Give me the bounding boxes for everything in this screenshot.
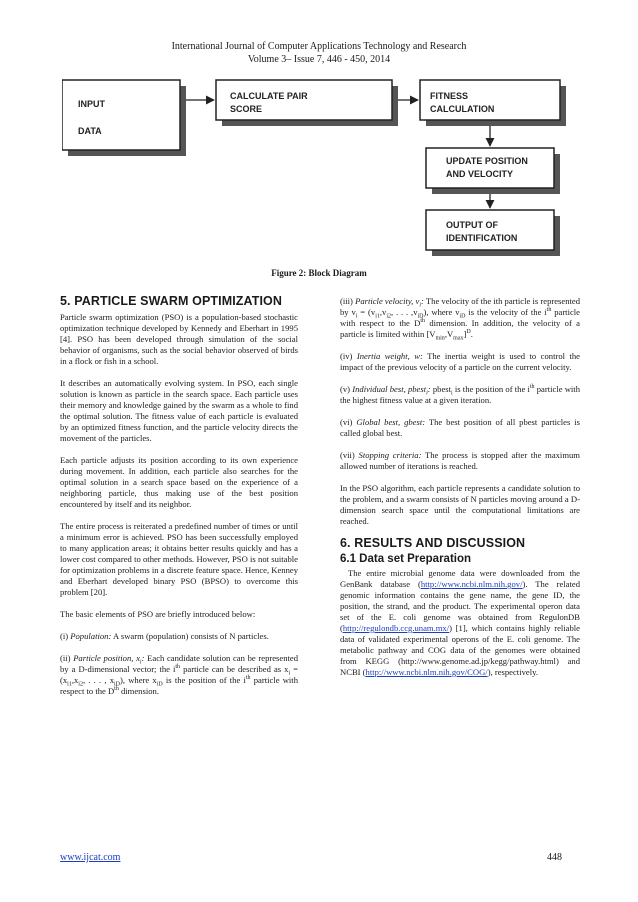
figure-caption: Figure 2: Block Diagram xyxy=(271,268,367,278)
update-box-line1: UPDATE POSITION xyxy=(446,156,528,166)
element-i-term: Population: xyxy=(70,631,112,641)
update-position-box xyxy=(426,148,560,194)
element-particle-velocity: (iii) Particle velocity, $v_i$: The velocity of the ith particle is represented by $v_i = (v_{i1},v_{i2}$, . . . $,v_{iD}$), where $v_{iD}$ is the velocity of the $i^{th}$ particle with respect to the Dth dimension. In addition, the velocity of a particle is limited within $[V_{min},V_{max}]^D$. xyxy=(340,296,581,342)
page-number: 448 xyxy=(547,852,562,863)
element-ii-term: Particle position, $x_i$: xyxy=(73,653,145,666)
block-diagram xyxy=(62,78,568,260)
pso-paragraph-5: The basic elements of PSO are briefly introduced below: xyxy=(60,609,256,619)
fitness-calculation-box xyxy=(420,80,566,126)
output-identification-box xyxy=(426,210,560,256)
element-i-text: A swarm (population) consists of N particles. xyxy=(111,631,269,641)
data-set-paragraph: The entire microbial genome data were downloaded from the GenBank database (http://www.ncbi.nlm.nih.gov/). The related genomic information contains the gene name, the gene ID, the position, the strand, and the product. The experimental operon data set of the E. coli genome was obtained from RegulonDB (http://regulondb.ccg.unam.mx/) [1], which contains highly reliable data of validated experimental operons of the E. coli genome. The metabolic pathway and COG data of the genomes were obtained from KEGG (http://www.genome.ad.jp/kegg/pathway.html) and NCBI (http://www.ncbi.nlm.nih.gov/COG/), respectively. xyxy=(340,568,580,677)
element-ii-label: (ii) xyxy=(60,653,74,663)
right-column xyxy=(340,296,580,678)
pso-paragraph-4: The entire process is reiterated a predefined number of times or until a minimum error is achieved. PSO has been successfully employed to many application areas; it obtains better results quickly and has a lower cost compared to other methods. However, PSO is not suitable for optimization problems in a discrete feature space. Hence, Kenney and Eberhart developed binary PSO (BPSO) to overcome this problem [20]. xyxy=(60,521,298,597)
input-box-line2: DATA xyxy=(78,126,102,136)
pso-paragraph-1: Particle swarm optimization (PSO) is a population-based stochastic optimization technique developed by Kennedy and Eberhart in 1995 [4]. PSO has been developed through simulation of the social behavior of organisms, such as the social behavior observed of birds in a flock or fish in a school. xyxy=(60,312,298,366)
journal-volume: Volume 3– Issue 7, 446 - 450, 2014 xyxy=(247,54,391,65)
element-individual-best: (v) Individual best, pbest$_i$: pbest$_i$ is the position of the $i^{th}$ particle with the highest fitness value at a given iteration. xyxy=(340,384,580,405)
calc-box-line1: CALCULATE PAIR xyxy=(230,91,308,101)
pso-paragraph-2: It describes an automatically evolving system. In PSO, each single solution is known as particle in the search space. Each particle uses their memory and knowledge gained by the swarm as a whole to find the optimal solution. The fitness value of each particle is evaluated by an optimized fitness function, and the particle velocity directs the movement of the particles. xyxy=(60,378,298,443)
journal-header xyxy=(0,40,638,66)
ncbi-cog-link[interactable]: http://www.ncbi.nlm.nih.gov/COG/ xyxy=(365,667,488,677)
footer-site-link[interactable]: www.ijcat.com xyxy=(60,852,121,863)
section-6-1-title: 6.1 Data set Preparation xyxy=(340,553,472,565)
output-box-line2: IDENTIFICATION xyxy=(446,233,518,243)
pso-paragraph-3: Each particle adjusts its position according to its own experience during movement. In addition, each particle also searches for the optimal solution in a search space based on the experience of a neighboring particle, thus making use of the best position encountered by itself and its neighbor. xyxy=(60,455,298,509)
section-5-title: 5. PARTICLE SWARM OPTIMIZATION xyxy=(60,294,282,308)
element-inertia-weight: (iv) Inertia weight, w: The inertia weight is used to control the impact of the previous velocity of a particle on the current velocity. xyxy=(340,351,580,372)
input-data-box xyxy=(62,80,186,156)
element-particle-position: (ii) Particle position, $x_i$: Each candidate solution can be represented by a D-dimensional vector; the $i^{th}$ particle can be described as $x_i = (x_{i1},x_{i2}$, . . . , $x_{iD}$), where $x_{iD}$ is the position of the $i^{th}$ particle with respect to the Dth dimension. xyxy=(60,653,298,696)
element-population xyxy=(60,631,298,642)
element-i-label: (i) xyxy=(60,631,71,641)
pso-paragraph-6: In the PSO algorithm, each particle represents a candidate solution to the problem, and a swarm consists of N particles moving around a D-dimension search space until the computational limitations are reached. xyxy=(340,483,580,526)
update-box-line2: AND VELOCITY xyxy=(446,169,514,179)
regulondb-link[interactable]: http://regulondb.ccg.unam.mx/ xyxy=(342,623,450,633)
output-box-line1: OUTPUT OF xyxy=(446,220,498,230)
element-iii-term: Particle velocity, $v_i$: xyxy=(355,296,424,309)
left-column xyxy=(60,296,298,708)
element-global-best: (vi) Global best, gbest: The best position of all pbest particles is called global best. xyxy=(340,417,580,438)
calc-box-line2: SCORE xyxy=(230,104,263,114)
section-6-title: 6. RESULTS AND DISCUSSION xyxy=(340,536,526,550)
journal-title: International Journal of Computer Applications Technology and Research xyxy=(171,41,467,52)
fitness-box-line2: CALCULATION xyxy=(430,104,495,114)
fitness-box-line1: FITNESS xyxy=(430,91,469,101)
genbank-link[interactable]: http://www.ncbi.nlm.nih.gov/ xyxy=(420,579,523,589)
element-stopping-criteria: (vii) Stopping criteria: The process is stopped after the maximum allowed number of iterations is reached. xyxy=(340,450,580,471)
input-box-line1: INPUT xyxy=(78,99,105,109)
calculate-pair-score-box xyxy=(216,80,398,126)
